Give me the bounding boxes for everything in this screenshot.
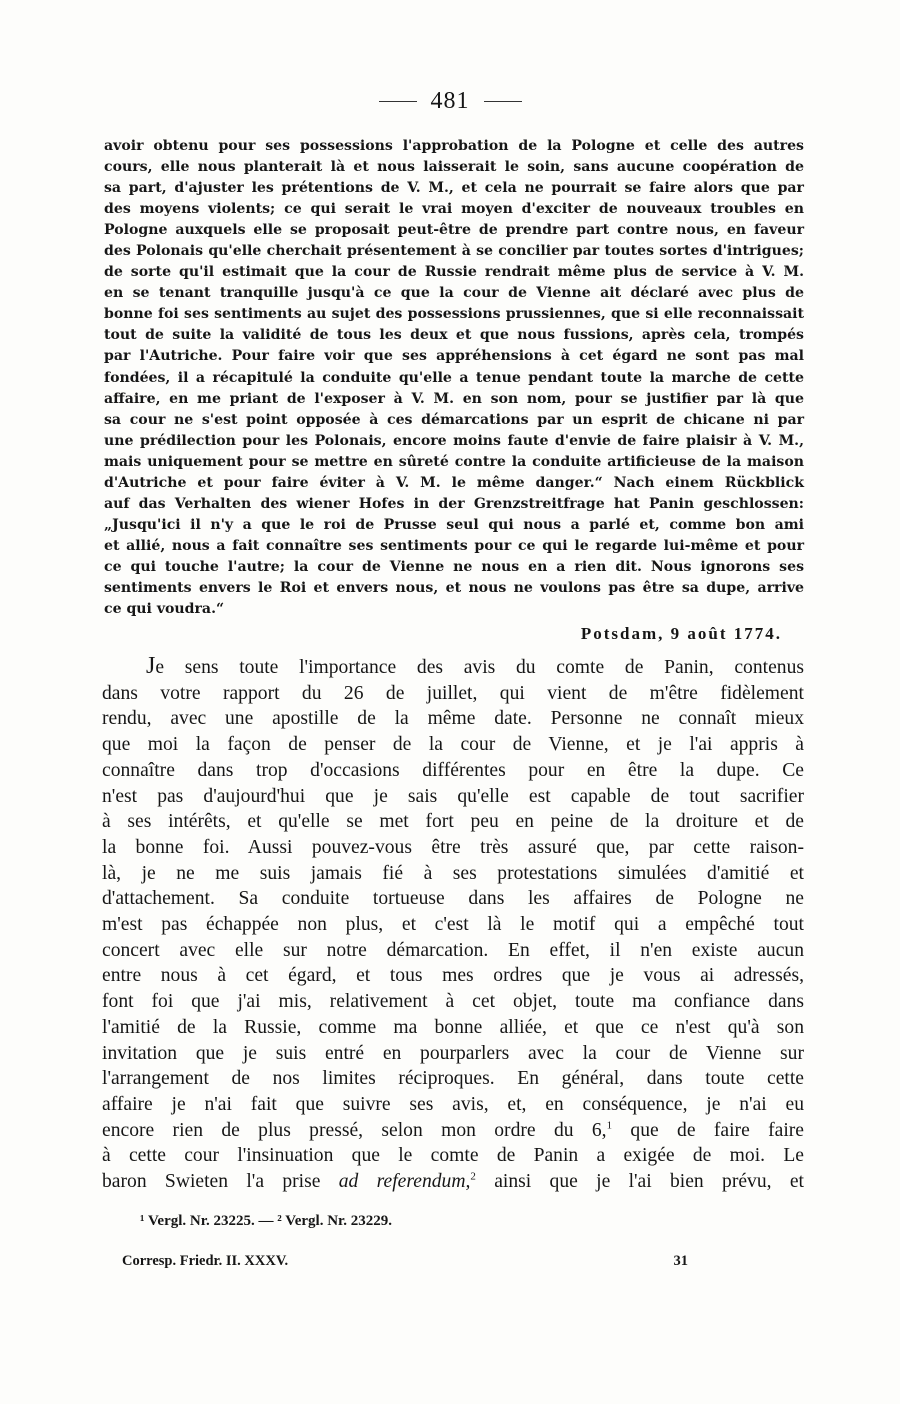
quote-line: d'Autriche et pour faire éviter à V. M. le même danger.“ Nach einem Rückblick	[104, 474, 804, 491]
body-line: dans votre rapport du 26 de juillet, qui vient de m'être fidèlement	[102, 682, 804, 704]
quote-line: et allié, nous a fait connaître ses sentiments pour ce qui le regarde lui-même et pour	[104, 537, 804, 554]
body-line: affaire je n'ai fait que suivre ses avis, et, en conséquence, je n'ai eu	[102, 1093, 804, 1115]
letter-body	[102, 654, 804, 1195]
body-line: d'attachement. Sa conduite tortueuse dans les affaires de Pologne ne	[102, 888, 804, 910]
body-line: l'amitié de la Russie, comme ma bonne alliée, et que ce n'est qu'à son	[102, 1016, 804, 1038]
quote-line: „Jusqu'ici il n'y a que le roi de Prusse seul qui nous a parlé et, comme bon ami	[104, 516, 804, 533]
body-line: m'est pas échappée non plus, et c'est là le motif qui a empêché tout	[102, 914, 804, 936]
body-line: que moi la façon de penser de la cour de Vienne, et je l'ai appris à	[102, 734, 804, 756]
quote-line: cours, elle nous planterait là et nous laisserait le soin, sans aucune coopération de	[104, 159, 804, 176]
body-line: l'arrangement de nos limites réciproques. En général, dans toute cette	[102, 1068, 804, 1090]
initial-letter: J	[146, 653, 156, 679]
body-first-line-text: e sens toute l'importance des avis du comte de Panin, contenus	[155, 657, 804, 678]
source-reference: Corresp. Friedr. II. XXXV.	[122, 1253, 289, 1269]
quote-line: une prédilection pour les Polonais, encore moins faute d'envie de faire plaisir à V. M.,	[104, 432, 804, 449]
italic-phrase: ad referendum,	[338, 1171, 471, 1193]
body-line: rendu, avec une apostille de la même date. Personne ne connaît mieux	[102, 708, 804, 730]
body-line: connaître dans trop d'occasions différentes pour en être la dupe. Ce	[102, 759, 804, 781]
quote-line: mais uniquement pour se mettre en sûreté contre la conduite artificieuse de la maison	[104, 453, 804, 470]
quote-line: sa cour ne s'est point opposée à ces démarcations par un esprit de chicane ni par	[104, 411, 804, 428]
body-text: ainsi que je l'ai bien prévu, et	[475, 1171, 804, 1193]
footnote-ref-2: 2	[470, 1170, 476, 1183]
quote-line: Pologne auxquels elle se proposait peut-être de prendre part contre nous, en faveur	[104, 222, 804, 239]
footnote-ref-1: 1	[606, 1119, 613, 1132]
quote-line: tout de suite la validité de tous les deux et que nous fussions, après cela, trompés	[104, 327, 804, 344]
quote-line: ce qui touche l'autre; la cour de Vienne ne nous en a rien dit. Nous ignorons ses	[104, 558, 804, 575]
body-line: à cette cour l'insinuation que le comte de Panin a exigée de moi. Le	[102, 1145, 804, 1167]
quote-line: fondées, il a récapitulé la conduite qu'elle a tenue pendant toute la marche de cette	[104, 369, 804, 386]
header-rule-right	[484, 101, 522, 102]
page-footer	[122, 1253, 688, 1270]
body-line: font foi que j'ai mis, relativement à cet objet, toute ma confiance dans	[102, 991, 804, 1013]
quote-line: bonne foi ses sentiments au sujet des possessions prussiennes, que si elle reconnaissait	[104, 306, 804, 323]
quote-line: en se tenant tranquille jusqu'à ce que la cour de Vienne ait déclaré avec plus de	[104, 285, 804, 302]
body-text: que de faire faire	[612, 1119, 804, 1141]
body-line: n'est pas d'aujourd'hui que je sais qu'elle est capable de tout sacrifier	[102, 785, 804, 807]
body-first-line	[102, 654, 804, 681]
page-number: 481	[430, 88, 470, 114]
body-line: à ses intérêts, et qu'elle se met fort peu en peine de la droiture et de	[102, 811, 804, 833]
body-last-line	[102, 1169, 804, 1195]
header-rule-left	[379, 101, 417, 102]
signature-mark: 31	[673, 1253, 688, 1269]
quoted-report-paragraph	[104, 136, 804, 620]
quote-line: sa part, d'ajuster les prétentions de V. M., et cela ne pourrait se faire alors que par	[104, 180, 804, 197]
quote-line: ce qui voudra.“	[104, 601, 225, 618]
dateline: Potsdam, 9 août 1774.	[580, 624, 782, 643]
quote-line: affaire, en me priant de l'exposer à V. M. en son nom, pour se justifier par là que	[104, 390, 804, 407]
body-line: entre nous à cet égard, et tous mes ordres que je vous ai adressés,	[102, 965, 804, 987]
body-text: baron Swieten l'a prise	[102, 1171, 339, 1193]
body-line-footnote-1	[102, 1118, 804, 1144]
body-line: invitation que je suis entré en pourparlers avec la cour de Vienne sur	[102, 1042, 804, 1064]
quote-line: des Polonais qu'elle cherchait présentement à se concilier par toutes sortes d'intrigues;	[104, 243, 804, 260]
body-text: encore rien de plus pressé, selon mon ordre du 6,	[102, 1119, 607, 1141]
quote-line: par l'Autriche. Pour faire voir que ses appréhensions à cet égard ne sont pas mal	[104, 348, 804, 365]
body-line: concert avec elle sur notre démarcation. En effet, il n'en existe aucun	[102, 939, 804, 961]
quote-line: avoir obtenu pour ses possessions l'approbation de la Pologne et celle des autres	[104, 138, 804, 154]
quote-line: de sorte qu'il estimait que la cour de Russie rendrait même plus de service à V. M.	[104, 264, 804, 281]
body-line: là, je ne me suis jamais fié à ses protestations simulées d'amitié et	[102, 862, 804, 884]
page-header	[0, 88, 900, 115]
footnotes: ¹ Vergl. Nr. 23225. — ² Vergl. Nr. 23229.	[140, 1213, 393, 1229]
body-line: la bonne foi. Aussi pouvez-vous être très assuré que, par cette raison-	[102, 836, 804, 858]
quote-line: sentiments envers le Roi et envers nous, et nous ne voulons pas être sa dupe, arrive	[104, 579, 804, 596]
quote-line: des moyens violents; ce qui serait le vrai moyen d'exciter de nouveaux troubles en	[104, 201, 804, 218]
quote-line: auf das Verhalten des wiener Hofes in der Grenzstreitfrage hat Panin geschlossen:	[104, 495, 804, 512]
